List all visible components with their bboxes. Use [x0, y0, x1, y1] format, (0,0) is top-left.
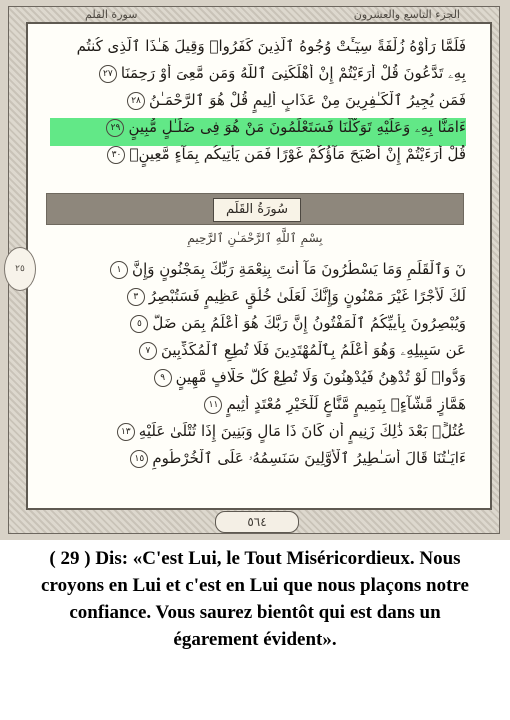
page-number: ٥٦٤	[215, 511, 299, 533]
verse-marker-icon: ٩	[154, 369, 172, 387]
quran-line	[50, 145, 466, 173]
verse-marker-icon: ٣٠	[107, 146, 125, 164]
verse-marker-icon: ٥	[130, 315, 148, 333]
verse-marker-icon: ٣	[127, 288, 145, 306]
side-medallion-text: ٢٥	[15, 264, 25, 274]
quran-line-text: نٓ وَٱلْقَلَمِ وَمَا يَسْطُرُونَ مَآ أَنتَ بِنِعْمَةِ رَبِّكَ بِمَجْنُونٍ وَإِنَّ	[132, 260, 466, 278]
quran-line-text: فَمَن يُجِيرُ ٱلْكَـٰفِرِينَ مِنْ عَذَابٍ أَلِيمٍ قُلْ هُوَ ٱلرَّحْمَـٰنُ	[149, 91, 466, 109]
quran-line	[50, 260, 466, 288]
translation-text: ( 29 ) Dis: «C'est Lui, le Tout Miséricordieux. Nous croyons en Lui et c'est en Lui que nous plaçons notre confiance. Vous saurez bientôt qui est dans un égarement évident».	[41, 548, 469, 650]
quran-line-text: عُتُلٍّۭ بَعْدَ ذَٰلِكَ زَنِيمٍ أَن كَانَ ذَا مَالٍ وَبَنِينَ إِذَا تُتْلَىٰ عَلَيْهِ	[138, 422, 466, 440]
quran-line	[50, 341, 466, 369]
quran-line-text: بِهِۦ تَدَّعُونَ قُلْ أَرَءَيْتُمْ إِنْ أَهْلَكَنِىَ ٱللَّهُ وَمَن مَّعِىَ أَوْ رَحِمَنَا	[120, 64, 466, 82]
quran-line	[50, 449, 466, 477]
quran-line	[50, 37, 466, 65]
quran-line	[50, 422, 466, 450]
quran-line	[50, 287, 466, 315]
surah-title: سُورَةُ القَلَم	[213, 198, 301, 222]
quran-line-text: ءَايَـٰتُنَا قَالَ أَسَـٰطِيرُ ٱلْأَوَّلِينَ سَنَسِمُهُۥ عَلَى ٱلْخُرْطُومِ	[152, 449, 466, 467]
quran-line-text: عَن سَبِيلِهِۦ وَهُوَ أَعْلَمُ بِٱلْمُهْتَدِينَ فَلَا تُطِعِ ٱلْمُكَذِّبِينَ	[160, 341, 466, 359]
quran-line-text: لَكَ لَأَجْرًا غَيْرَ مَمْنُونٍ وَإِنَّكَ لَعَلَىٰ خُلُقٍ عَظِيمٍ فَسَتُبْصِرُ	[148, 287, 466, 305]
quran-line	[50, 118, 466, 146]
quran-line-text: قُلْ أَرَءَيْتُمْ إِنْ أَصْبَحَ مَآؤُكُمْ غَوْرًا فَمَن يَأْتِيكُم بِمَآءٍ مَّعِينٍۭ	[129, 145, 466, 163]
verse-marker-icon: ١٥	[130, 450, 148, 468]
quran-line	[50, 64, 466, 92]
verse-marker-icon: ٧	[139, 342, 157, 360]
quran-line-text: هَمَّازٍ مَّشَّآءٍۭ بِنَمِيمٍ مَّنَّاعٍ لِّلْخَيْرِ مُعْتَدٍ أَثِيمٍ	[226, 395, 466, 413]
quran-line-text: وَدُّوا۟ لَوْ تُدْهِنُ فَيُدْهِنُونَ وَلَا تُطِعْ كُلَّ حَلَّافٍ مَّهِينٍ	[175, 368, 466, 386]
quran-line-text: وَيُبْصِرُونَ بِأَييِّكُمُ ٱلْمَفْتُونُ إِنَّ رَبَّكَ هُوَ أَعْلَمُ بِمَن ضَلَّ	[152, 314, 466, 332]
verse-marker-icon: ٢٨	[127, 92, 145, 110]
side-medallion-icon	[4, 247, 36, 291]
surah-title-band	[46, 193, 464, 225]
quran-line	[50, 91, 466, 119]
quran-line	[50, 368, 466, 396]
verse-marker-icon: ٢٧	[99, 65, 117, 83]
verse-marker-icon: ٢٩	[106, 119, 124, 137]
verse-marker-icon: ١	[110, 261, 128, 279]
bismillah: بِسْمِ ٱللَّهِ ٱلرَّحْمَـٰنِ ٱلرَّحِيمِ	[187, 231, 323, 245]
juz-header: الجزء التاسع والعشرون	[353, 8, 460, 21]
verse-marker-icon: ١٣	[117, 423, 135, 441]
quran-line-text: ءَامَنَّا بِهِۦ وَعَلَيْهِ تَوَكَّلْنَا فَسَتَعْلَمُونَ مَنْ هُوَ فِى ضَلَـٰلٍ مُّبِينٍ	[128, 118, 466, 136]
surah-header: سورة القلم	[85, 8, 138, 21]
quran-line	[50, 314, 466, 342]
quran-line-text: فَلَمَّا رَأَوْهُ زُلْفَةً سِيٓـَٔتْ وُجُوهُ ٱلَّذِينَ كَفَرُوا۟ وَقِيلَ هَـٰذَا ٱلَّذِى كُنتُم	[76, 37, 466, 55]
quran-line	[50, 395, 466, 423]
verse-marker-icon: ١١	[204, 396, 222, 414]
